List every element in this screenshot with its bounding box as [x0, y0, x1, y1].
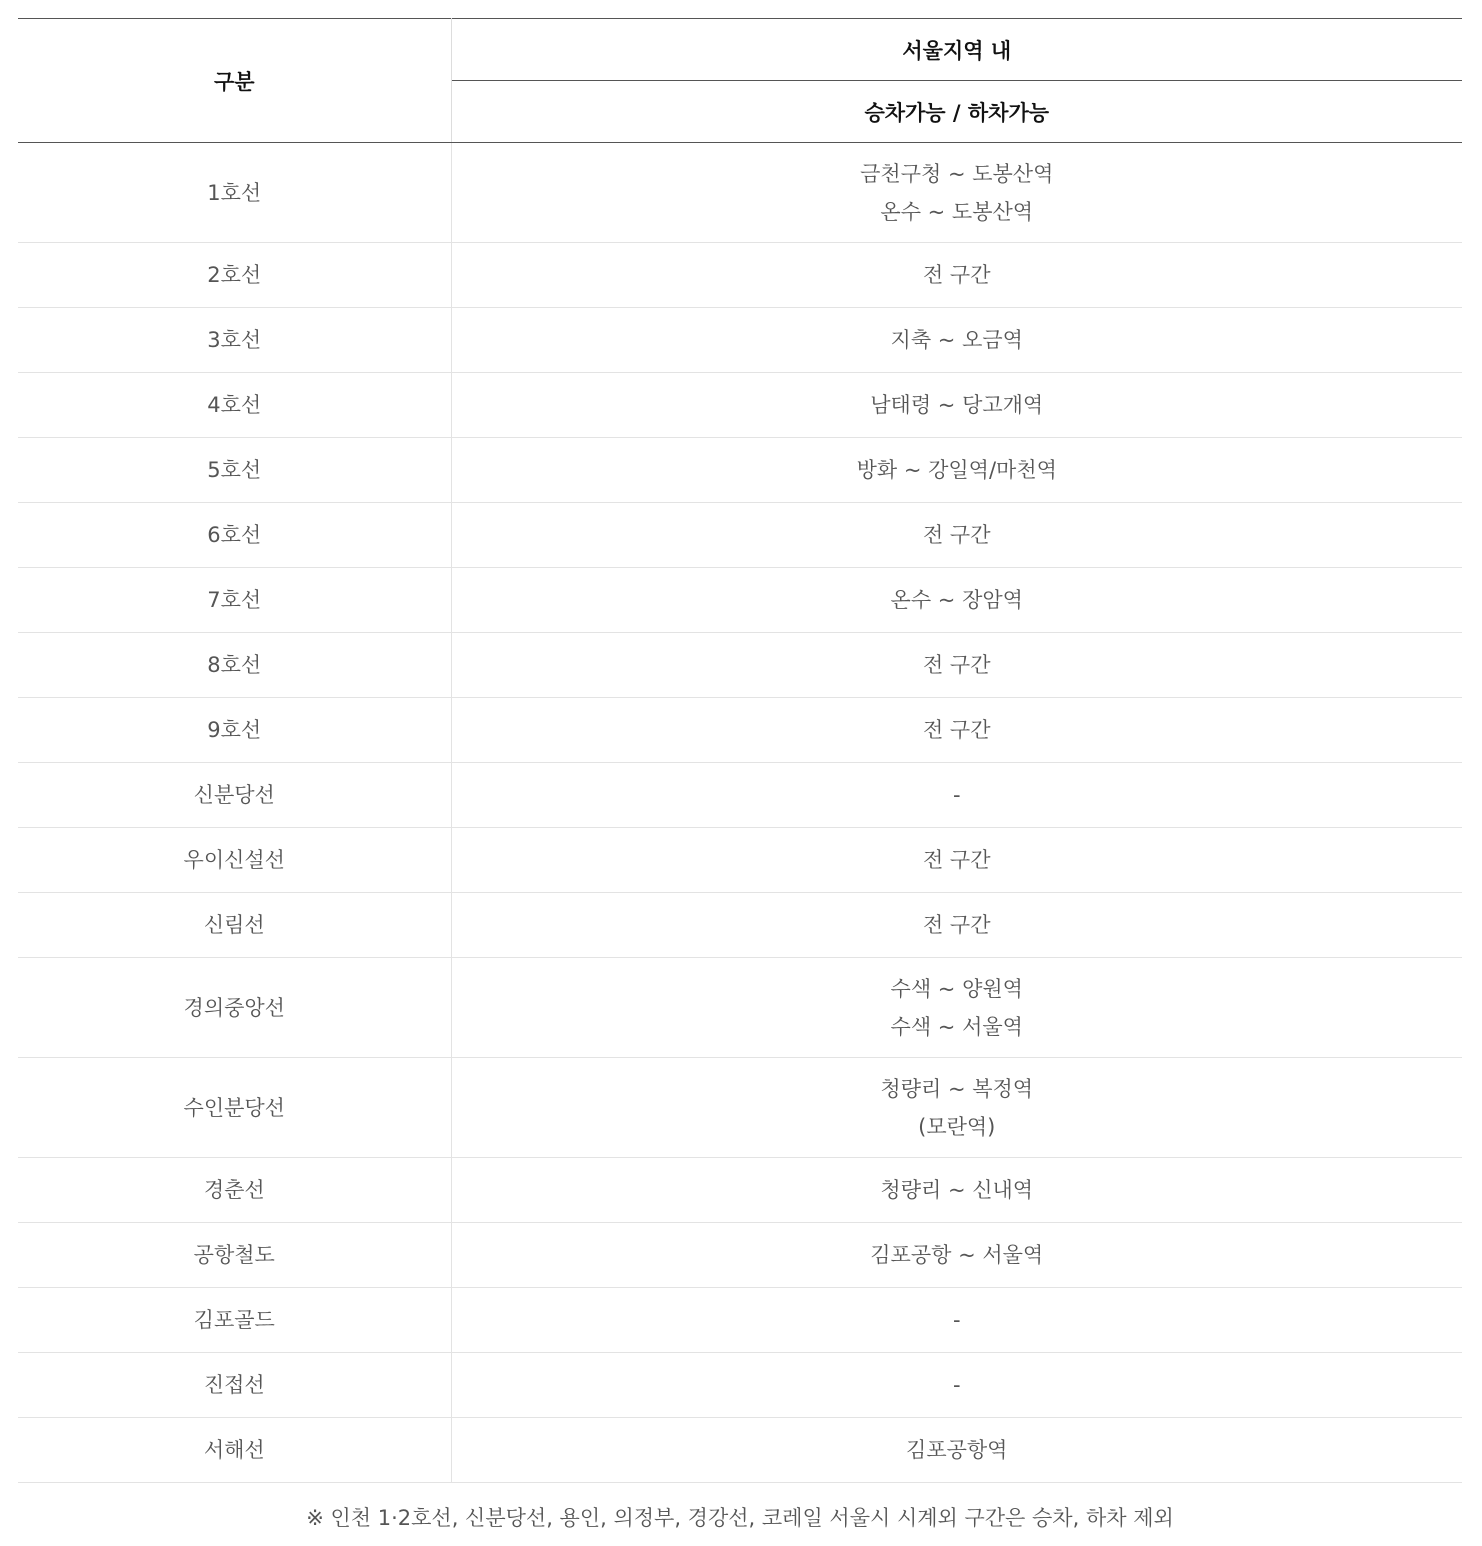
table-row: [18, 1418, 1462, 1483]
category-header: 구분: [18, 19, 451, 143]
table-row: [18, 373, 1462, 438]
section-text: -: [952, 1308, 961, 1332]
section-text: 남태령 ~ 당고개역: [870, 393, 1044, 417]
line-name-cell: 6호선: [18, 503, 451, 568]
table-row: [18, 243, 1462, 308]
section-cell: [451, 143, 1462, 243]
table-row: [18, 308, 1462, 373]
section-text: 전 구간: [922, 263, 991, 287]
line-name-cell: 서해선: [18, 1418, 451, 1483]
section-cell: [451, 1223, 1462, 1288]
table-row: [18, 1158, 1462, 1223]
boarding-header: 승차가능 / 하차가능: [451, 81, 1462, 143]
line-name-cell: 공항철도: [18, 1223, 451, 1288]
section-text: 전 구간: [922, 653, 991, 677]
line-name-cell: 신분당선: [18, 763, 451, 828]
line-name-cell: 경의중앙선: [18, 958, 451, 1058]
table-row: [18, 438, 1462, 503]
section-cell: [451, 568, 1462, 633]
section-text: (모란역): [918, 1114, 996, 1139]
section-cell: [451, 763, 1462, 828]
section-cell: [451, 503, 1462, 568]
footnote: ※ 인천 1·2호선, 신분당선, 용인, 의정부, 경강선, 코레일 서울시 시계외 구간은 승차, 하차 제외: [306, 1506, 1174, 1530]
table-row: [18, 763, 1462, 828]
table-row: [18, 633, 1462, 698]
section-text: 청량리 ~ 신내역: [880, 1178, 1034, 1202]
table-row: [18, 698, 1462, 763]
line-name-cell: 4호선: [18, 373, 451, 438]
line-name-cell: 진접선: [18, 1353, 451, 1418]
section-text: -: [952, 1373, 961, 1397]
table-row: [18, 1288, 1462, 1353]
section-text: 전 구간: [922, 848, 991, 872]
subway-section-table: [18, 18, 1462, 1483]
table-row: [18, 893, 1462, 958]
section-text: 전 구간: [922, 718, 991, 742]
line-name-cell: 3호선: [18, 308, 451, 373]
section-text: 수색 ~ 양원역: [890, 976, 1023, 1001]
section-text: 방화 ~ 강일역/마천역: [856, 458, 1057, 482]
line-name-cell: 신림선: [18, 893, 451, 958]
section-cell: [451, 373, 1462, 438]
table-row: [18, 828, 1462, 893]
section-text: 온수 ~ 장암역: [890, 588, 1023, 612]
section-cell: [451, 1058, 1462, 1158]
table-header: [18, 19, 1462, 143]
section-cell: [451, 958, 1462, 1058]
section-cell: [451, 1418, 1462, 1483]
line-name-cell: 경춘선: [18, 1158, 451, 1223]
table-row: [18, 1353, 1462, 1418]
table-row: [18, 503, 1462, 568]
section-cell: [451, 633, 1462, 698]
section-cell: [451, 438, 1462, 503]
table-row: [18, 143, 1462, 243]
section-cell: [451, 308, 1462, 373]
line-name-cell: 5호선: [18, 438, 451, 503]
section-cell: [451, 1158, 1462, 1223]
line-name-cell: 2호선: [18, 243, 451, 308]
line-name-cell: 7호선: [18, 568, 451, 633]
line-name-cell: 김포골드: [18, 1288, 451, 1353]
section-cell: [451, 1353, 1462, 1418]
section-text: 금천구청 ~ 도봉산역: [860, 161, 1054, 186]
table-body: [18, 143, 1462, 1483]
section-text: 온수 ~ 도봉산역: [880, 199, 1034, 224]
line-name-cell: 9호선: [18, 698, 451, 763]
line-name-cell: 우이신설선: [18, 828, 451, 893]
section-text: -: [952, 783, 961, 807]
section-cell: [451, 698, 1462, 763]
section-text: 지축 ~ 오금역: [890, 328, 1023, 352]
section-text: 전 구간: [922, 913, 991, 937]
table-row: [18, 1223, 1462, 1288]
section-text: 수색 ~ 서울역: [890, 1014, 1023, 1039]
section-text: 청량리 ~ 복정역: [880, 1076, 1034, 1101]
table-row: [18, 568, 1462, 633]
section-text: 김포공항역: [906, 1438, 1008, 1462]
section-text: 김포공항 ~ 서울역: [870, 1243, 1044, 1267]
line-name-cell: 8호선: [18, 633, 451, 698]
region-header: 서울지역 내: [451, 19, 1462, 81]
subway-section-table-container: [18, 18, 1462, 1532]
section-cell: [451, 243, 1462, 308]
table-row: [18, 958, 1462, 1058]
line-name-cell: 수인분당선: [18, 1058, 451, 1158]
line-name-cell: 1호선: [18, 143, 451, 243]
section-cell: [451, 1288, 1462, 1353]
section-cell: [451, 893, 1462, 958]
section-text: 전 구간: [922, 523, 991, 547]
table-row: [18, 1058, 1462, 1158]
section-cell: [451, 828, 1462, 893]
